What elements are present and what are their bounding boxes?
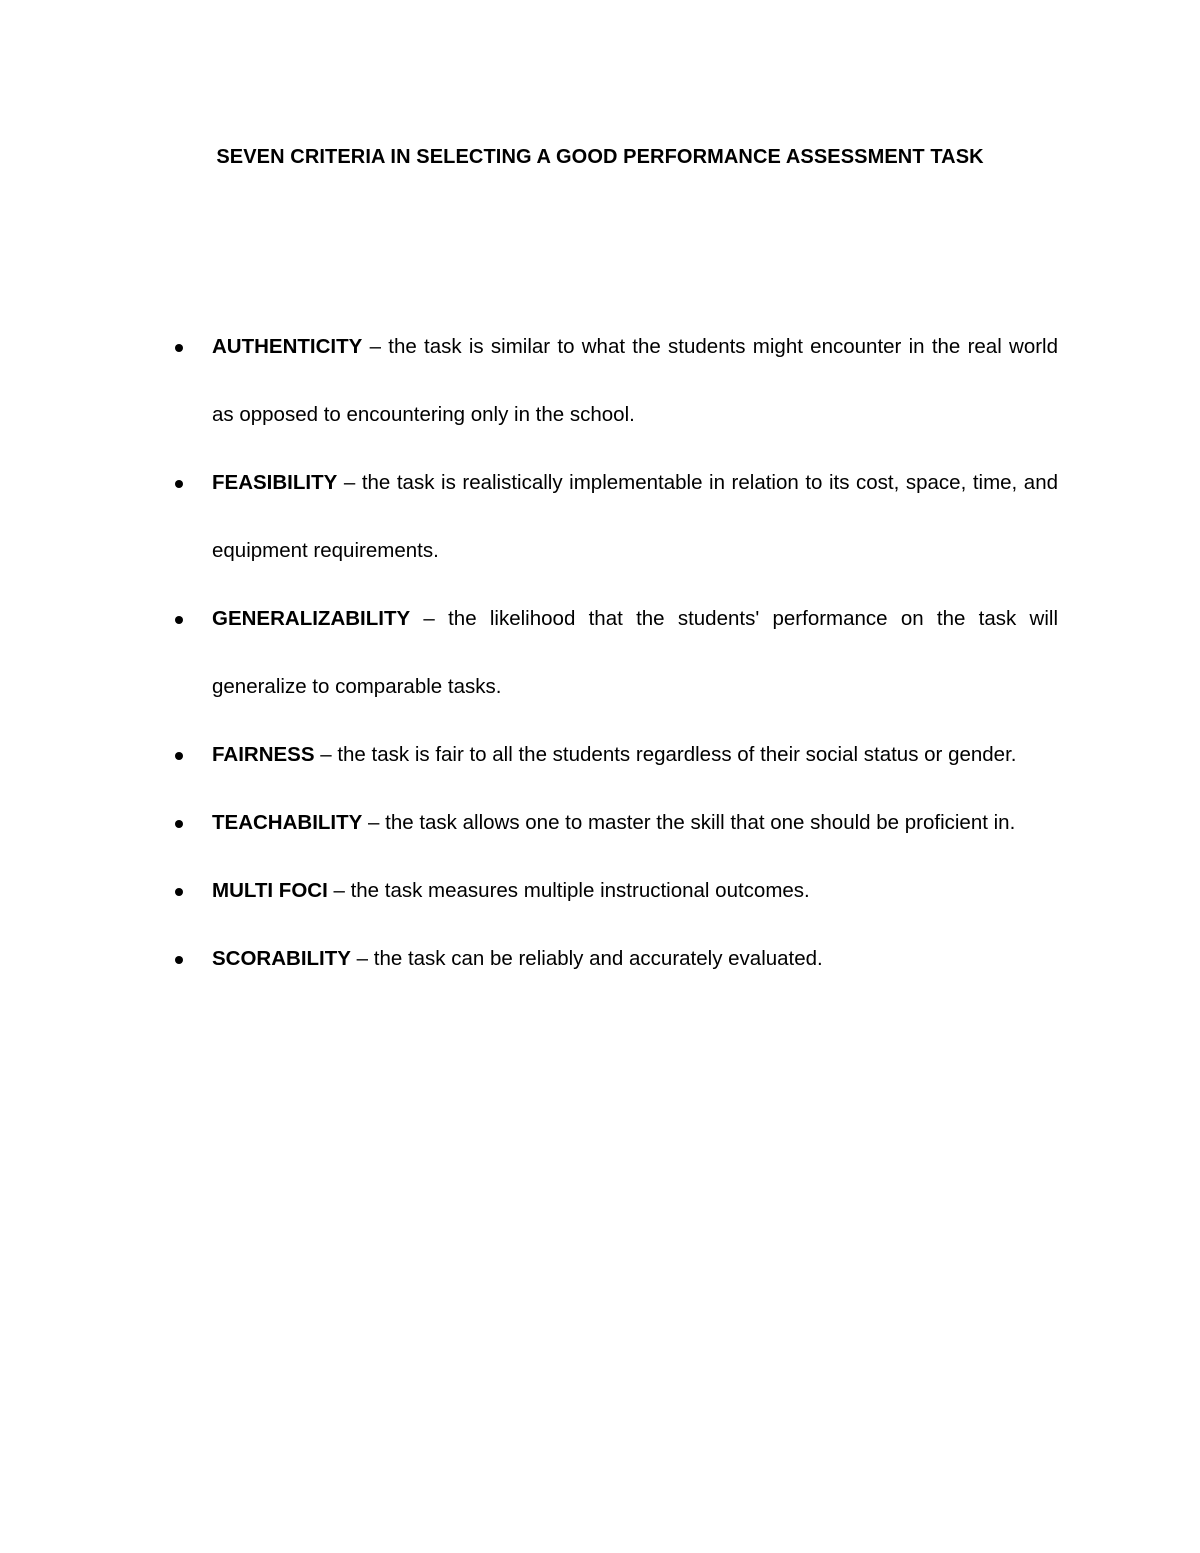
criterion-generalizability — [212, 585, 1058, 721]
criterion-multi-foci — [212, 857, 1058, 925]
criterion-term: FAIRNESS — [212, 743, 315, 766]
bullet-icon — [175, 888, 183, 896]
criterion-separator: – — [337, 471, 362, 494]
criterion-term: FEASIBILITY — [212, 471, 338, 494]
bullet-icon — [175, 820, 183, 828]
criterion-term: MULTI FOCI — [212, 879, 328, 902]
document-title: SEVEN CRITERIA IN SELECTING A GOOD PERFORMANCE ASSESSMENT TASK — [216, 146, 984, 168]
bullet-icon — [175, 752, 183, 760]
bullet-icon — [175, 956, 183, 964]
criterion-separator: – — [350, 947, 374, 970]
criterion-separator: – — [362, 811, 386, 834]
bullet-icon — [175, 616, 183, 624]
criterion-separator: – — [314, 743, 338, 766]
criterion-term: GENERALIZABILITY — [212, 607, 411, 630]
criterion-definition: the likelihood that the students' performance on the task will generalize to comparable tasks. — [212, 607, 1059, 698]
criterion-definition: the task is realistically implementable in relation to its cost, space, time, and equipment requirements. — [212, 471, 1059, 562]
criterion-scorability — [212, 925, 1058, 993]
criterion-separator: – — [410, 607, 449, 630]
criterion-term: TEACHABILITY — [212, 811, 363, 834]
criterion-term: AUTHENTICITY — [212, 335, 363, 358]
criteria-list — [212, 313, 1058, 993]
criterion-separator: – — [327, 879, 351, 902]
criterion-definition: the task allows one to master the skill that one should be proficient in. — [385, 811, 1016, 834]
criterion-fairness — [212, 721, 1058, 789]
criterion-authenticity — [212, 313, 1058, 449]
criterion-definition: the task is similar to what the students might encounter in the real world as opposed to encountering only in the school. — [212, 335, 1059, 426]
criterion-separator: – — [362, 335, 389, 358]
criterion-term: SCORABILITY — [212, 947, 351, 970]
criterion-teachability — [212, 789, 1058, 857]
criterion-definition: the task measures multiple instructional outcomes. — [350, 879, 810, 902]
criterion-definition: the task can be reliably and accurately evaluated. — [373, 947, 823, 970]
bullet-icon — [175, 480, 183, 488]
criterion-definition: the task is fair to all the students regardless of their social status or gender. — [337, 743, 1017, 766]
bullet-icon — [175, 344, 183, 352]
criterion-feasibility — [212, 449, 1058, 585]
